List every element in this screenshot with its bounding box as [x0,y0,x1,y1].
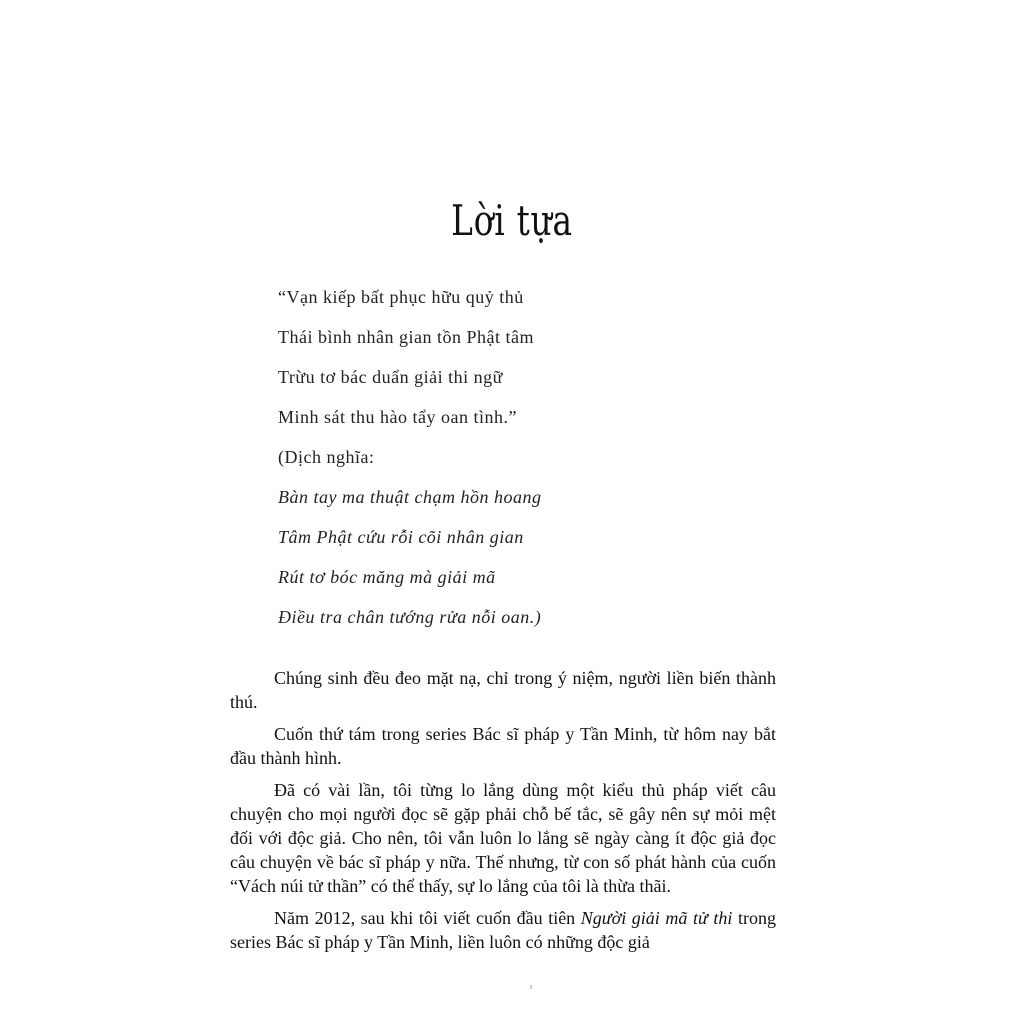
translation-line: Bàn tay ma thuật chạm hồn hoang [278,487,542,507]
translation-line: Rút tơ bóc măng mà giải mã [278,567,496,587]
page-speck [530,985,532,989]
translation-line: Điều tra chân tướng rửa nỗi oan.) [278,607,542,627]
paragraph-text: trong series Bác sĩ pháp y Tần Minh, liền luôn có những độc giả [230,908,776,952]
poem-line: Thái bình nhân gian tồn Phật tâm [278,327,534,347]
chapter-title: Lời tựa [451,196,573,245]
paragraph-text: Năm 2012, sau khi tôi viết cuốn đầu tiên [274,908,581,928]
body-text [230,666,776,962]
paragraph: Cuốn thứ tám trong series Bác sĩ pháp y Tần Minh, từ hôm nay bắt đầu thành hình. [230,724,776,768]
poem-line: Minh sát thu hào tẩy oan tình.” [278,407,517,427]
translation-line: Tâm Phật cứu rỗi cõi nhân gian [278,527,524,547]
poem-block [278,285,778,645]
paragraph [230,906,776,954]
paragraph: Chúng sinh đều đeo mặt nạ, chỉ trong ý niệm, người liền biến thành thú. [230,668,776,712]
poem-line: “Vạn kiếp bất phục hữu quỷ thủ [278,287,524,307]
book-title-italic: Người giải mã tử thi [580,908,733,928]
poem-line: Trừu tơ bác duẩn giải thi ngữ [278,367,503,387]
paragraph: Đã có vài lần, tôi từng lo lắng dùng một kiểu thủ pháp viết câu chuyện cho mọi người đọc sẽ gặp phải chỗ bế tắc, sẽ gây nên sự mỏi mệt đối với độc giả. Cho nên, tôi vẫn luôn lo lắng sẽ ngày càng ít độc giả đọc câu chuyện về bác sĩ pháp y nữa. Thế nhưng, từ con số phát hành của cuốn “Vách núi tử thần” có thể thấy, sự lo lắng của tôi là thừa thãi. [230,780,776,896]
translation-heading: (Dịch nghĩa: [278,447,375,467]
